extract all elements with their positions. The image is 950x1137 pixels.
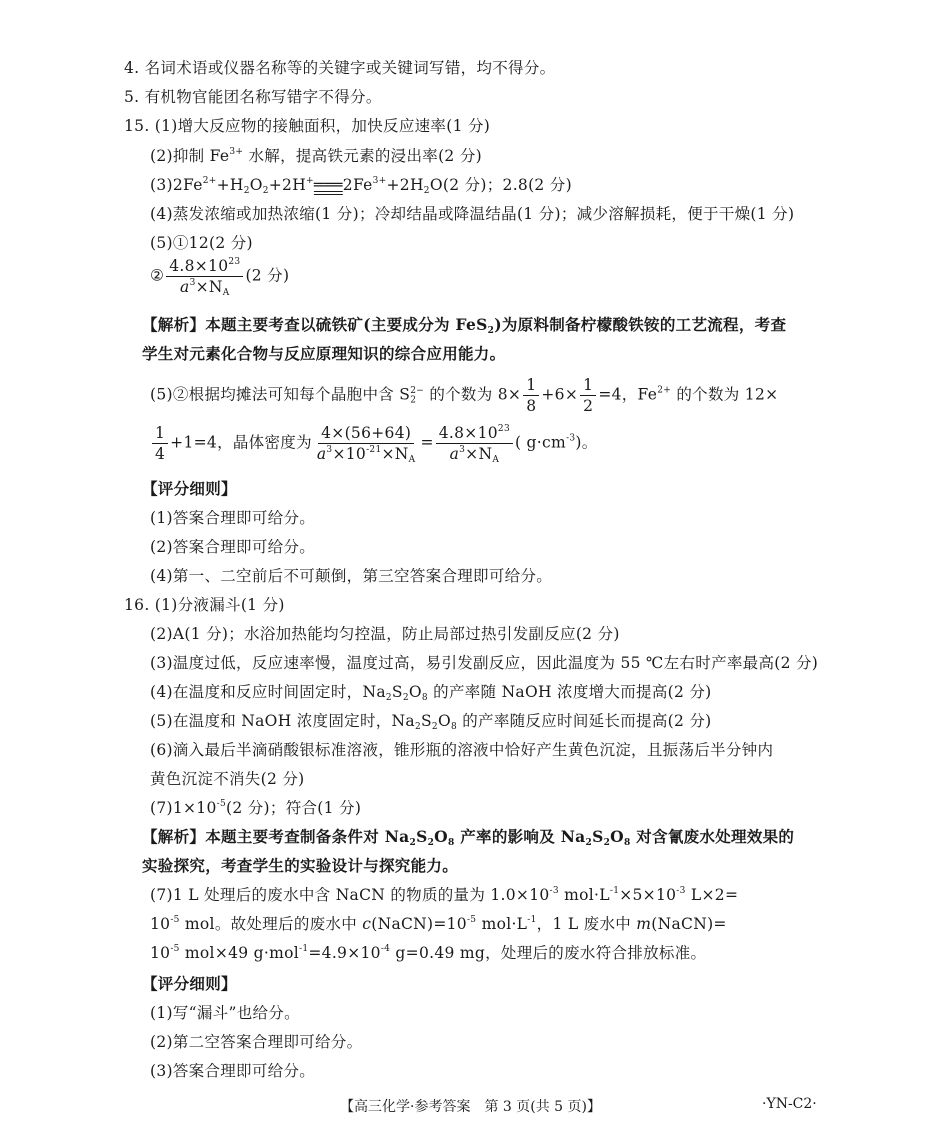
- q15-part5b: ② $\frac{4.8\times 10^{23}}{a^3\times N_A}$ (2 分): [150, 257, 290, 298]
- q16-calc-line2: $10^{-5}$ mol。故处理后的废水中 $c(NaCN)=10^{-5}$ $mol\cdot L^{-1}$，1 L 废水中 m(NaCN)=: [150, 915, 727, 933]
- q15-grading-title: 【评分细则】: [142, 479, 237, 498]
- q15-part1: 15. (1)增大反应物的接触面积，加快反应速率(1 分): [124, 117, 491, 135]
- q15-analysis-line1: 【解析】本题主要考查以硫铁矿(主要成分为 FeS$_2$)为原料制备柠檬酸铁铵的工艺流程，考查: [142, 315, 787, 336]
- q16-analysis-line1: 【解析】本题主要考查制备条件对 $Na_2S_2O_8$ 产率的影响及 $Na_2S_2O_8$ 对含氰废水处理效果的: [142, 827, 795, 848]
- q15-part4: (4)蒸发浓缩或加热浓缩(1 分)；冷却结晶或降温结晶(1 分)；减少溶解损耗，便于干燥(1 分): [150, 205, 795, 223]
- q16-part1: 16. (1)分液漏斗(1 分): [124, 596, 285, 614]
- q16-part6-line1: (6)滴入最后半滴硝酸银标准溶液，锥形瓶的溶液中恰好产生黄色沉淀，且振荡后半分钟内: [150, 741, 774, 759]
- rule-5: 5. 有机物官能团名称写错字不得分。: [124, 88, 382, 106]
- rule-4: 4. 名词术语或仪器名称等的关键字或关键词写错，均不得分。: [124, 59, 556, 77]
- q16-part3: (3)温度过低，反应速率慢，温度过高，易引发副反应，因此温度为 55 ℃左右时产率最高(2 分): [150, 654, 819, 672]
- q15-grading-1: (1)答案合理即可给分。: [150, 509, 316, 527]
- q15-part2: (2)抑制 $Fe^{3+}$ 水解，提高铁元素的浸出率(2 分): [150, 147, 482, 165]
- density-fraction: $\frac{4.8\times 10^{23}}{a^3\times N_A}$: [166, 256, 243, 297]
- q16-part7: $(7)1\times 10^{-5}(2$ 分)；符合(1 分): [150, 799, 362, 817]
- q15-grading-4: (4)第一、二空前后不可颠倒，第三空答案合理即可给分。: [150, 567, 553, 585]
- page-footer-title: 【高三化学·参考答案 第 3 页(共 5 页)】: [340, 1099, 601, 1115]
- q15-part5a: (5)①12(2 分): [150, 234, 253, 252]
- q16-part4: (4)在温度和反应时间固定时，$Na_2S_2O_8$ 的产率随 NaOH 浓度增大而提高(2 分): [150, 683, 712, 703]
- q15-calc-line1: (5)②根据均摊法可知每个晶胞中含 $S_2^{2-}$ 的个数为 8× $\frac{1}{8}$ +6× $\frac{1}{2}$ =4，$Fe^{2+}$ 的个数为 12×: [150, 376, 779, 415]
- q15-calc-line2: $\frac{1}{4}$ +1=4，晶体密度为 $\frac{4\times(56+64)}{a^3\times 10^{-21}\times N_A}$ = $\frac{4.8\times 10^{23}}{a^3\times N_A}$ ( $g\cdot cm^{-3}$)。: [150, 423, 598, 464]
- q15-part3-equation: $(3)2Fe^{2+}+H_2O_2+2H^+═══2Fe^{3+}+2H_2O(2$ 分)；2.8(2 分): [150, 176, 572, 196]
- page-footer-code: ·YN-C2·: [762, 1096, 817, 1112]
- q16-calc-line3: $10^{-5}$ mol×49 $g\cdot mol^{-1}=4.9\times 10^{-4}$ g=0.49 mg，处理后的废水符合排放标准。: [150, 944, 707, 962]
- q16-part2: (2)A(1 分)；水浴加热能均匀控温，防止局部过热引发副反应(2 分): [150, 625, 620, 643]
- q16-grading-2: (2)第二空答案合理即可给分。: [150, 1033, 363, 1051]
- q16-part6-line2: 黄色沉淀不消失(2 分): [150, 770, 305, 788]
- q16-grading-3: (3)答案合理即可给分。: [150, 1062, 316, 1080]
- q16-calc-line1: (7)1 L 处理后的废水中含 NaCN 的物质的量为 $1.0\times 10^{-3}$ $mol\cdot L^{-1}\times 5\times 10^{-3}$ L×2=: [150, 886, 739, 904]
- q16-grading-title: 【评分细则】: [142, 974, 237, 993]
- q16-grading-1: (1)写“漏斗”也给分。: [150, 1004, 300, 1022]
- q15-grading-2: (2)答案合理即可给分。: [150, 538, 316, 556]
- q16-part5: (5)在温度和 NaOH 浓度固定时，$Na_2S_2O_8$ 的产率随反应时间延长而提高(2 分): [150, 712, 712, 732]
- q16-analysis-line2: 实验探究，考查学生的实验设计与探究能力。: [142, 856, 459, 875]
- q15-analysis-line2: 学生对元素化合物与反应原理知识的综合应用能力。: [142, 344, 506, 363]
